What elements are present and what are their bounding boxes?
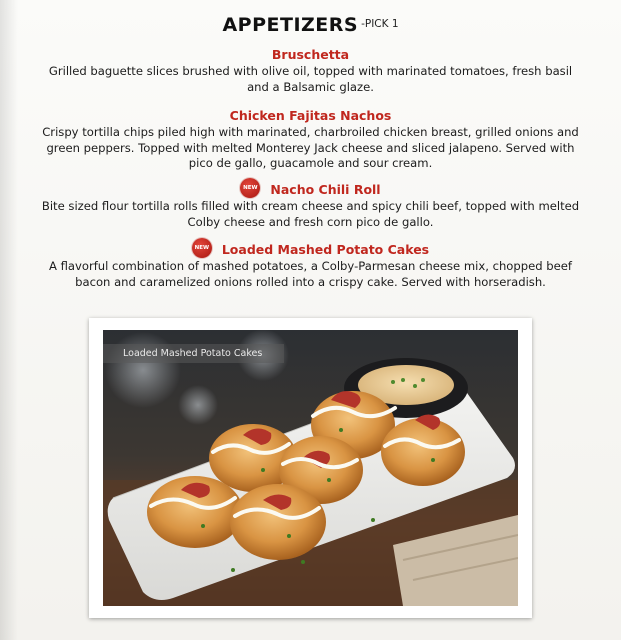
section-title: APPETIZERS [222,14,359,36]
section-header [0,14,621,36]
section-subtitle: -PICK 1 [361,18,399,30]
photo-frame [89,318,532,618]
menu-item-header [40,179,581,199]
new-badge-icon: NEW [192,238,212,258]
menu-item-name: Bruschetta [271,47,350,62]
menu-item-description: Grilled baguette slices brushed with olive oil, topped with marinated tomatoes, fresh basil and a Balsamic glaze. [48,64,573,94]
menu-item-nacho-chili-roll [40,179,581,230]
menu-item-header [40,105,581,125]
photo-caption: Loaded Mashed Potato Cakes [103,344,284,363]
menu-item-description: Bite sized flour tortilla rolls filled with cream cheese and spicy chili beef, topped with melted Colby cheese and fresh corn pico de gallo. [41,199,580,229]
menu-item-chicken-fajitas-nachos [40,105,581,172]
menu-item-header [40,44,581,64]
food-photo [103,330,518,606]
menu-item-loaded-mashed-potato-cakes [40,239,581,290]
menu-item-description: A flavorful combination of mashed potatoes, a Colby-Parmesan cheese mix, chopped beef bacon and caramelized onions rolled into a crispy cake. Served with horseradish. [48,259,573,289]
potato-cakes-illustration [103,330,518,606]
menu-item-name: Chicken Fajitas Nachos [229,108,392,123]
new-badge-icon: NEW [240,178,260,198]
menu-item-description: Crispy tortilla chips piled high with marinated, charbroiled chicken breast, grilled onions and green peppers. Topped with melted Monterey Jack cheese and sliced jalapeno. Served with pico de gallo, guacamole and sour cream. [42,125,579,170]
menu-item-name: Nacho Chili Roll [270,182,381,197]
menu-item-name: Loaded Mashed Potato Cakes [221,242,430,257]
menu-item-bruschetta [40,44,581,95]
page-shadow-edge [0,0,18,640]
menu-item-header [40,239,581,259]
